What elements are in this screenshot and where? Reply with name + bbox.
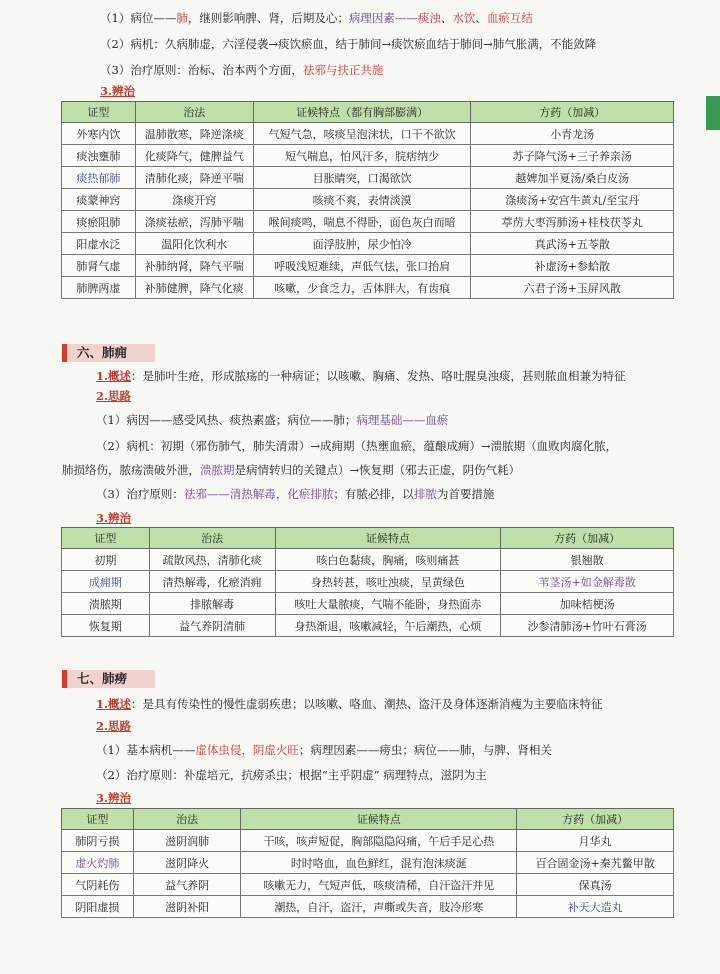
- sec6-line-2: （2）病机：初期（邪伤肺气，肺失清肃）→成痈期（热壅血瘀，蕴酿成痈）→溃脓期（血败肉腐化脓，: [96, 439, 618, 453]
- sec6-line-3: 肺损络伤，脓疡溃破外泄，溃脓期是病情转归的关键点）→恢复期（邪去正虚，阴伤气耗）: [62, 463, 521, 477]
- cell-fangyao: 小青龙汤: [471, 123, 674, 145]
- cell-fangyao: 越婢加半夏汤/桑白皮汤: [471, 167, 674, 189]
- cell-zhenghou: 身热转甚，咳吐浊痰，呈黄绿色: [275, 571, 501, 593]
- sec5-line-3: （3）治疗原则：治标、治本两个方面，祛邪与扶正共施: [100, 63, 384, 77]
- cell-zhengxing: 痰瘀阻肺: [62, 211, 136, 233]
- th-fangyao: 方药（加减）: [517, 809, 674, 830]
- cell-zhifa: 涤痰祛瘀，泻肺平喘: [135, 211, 253, 233]
- cell-zhengxing: 肺阴亏损: [62, 830, 134, 852]
- cell-zhengxing: 成痈期: [62, 571, 150, 593]
- cell-fangyao: 补虚汤+参蛤散: [471, 255, 674, 277]
- cell-zhengxing: 初期: [62, 549, 150, 571]
- cell-zhifa: 化痰降气，健脾益气: [135, 145, 253, 167]
- cell-zhengxing: 阴阳虚损: [62, 896, 134, 918]
- cell-zhifa: 滋阴润肺: [133, 830, 241, 852]
- cell-zhengxing: 气阴耗伤: [62, 874, 134, 896]
- cell-zhenghou: 咳白色黏痰，胸痛，咳则痛甚: [275, 549, 501, 571]
- table-header-row: [62, 102, 674, 123]
- th-zhenghou: 证候特点: [275, 528, 501, 549]
- table-header-row: [62, 809, 674, 830]
- table-row: [62, 255, 674, 277]
- cell-zhifa: 排脓解毒: [149, 593, 275, 615]
- cell-zhifa: 滋阴补阳: [133, 896, 241, 918]
- cell-zhenghou: 干咳，咳声短促，胸部隐隐闷痛，午后手足心热: [241, 830, 517, 852]
- cell-fangyao: 百合固金汤+秦艽鳖甲散: [517, 852, 674, 874]
- cell-fangyao: 苏子降气汤+三子养亲汤: [471, 145, 674, 167]
- cell-zhifa: 清热解毒，化瘀消痈: [149, 571, 275, 593]
- cell-zhengxing: 恢复期: [62, 615, 150, 637]
- cell-zhenghou: 短气喘息，怕风汗多，脘痞纳少: [253, 145, 471, 167]
- table-header-row: [62, 528, 674, 549]
- sec5-line-2: （2）病机：久病肺虚，六淫侵袭→痰饮瘀血，结于肺间→痰饮瘀血结于肺间→肺气胀满，不能敛降: [100, 37, 597, 51]
- cell-zhenghou: 呼吸浅短难续，声低气怯，张口抬肩: [253, 255, 471, 277]
- cell-fangyao: 月华丸: [517, 830, 674, 852]
- cell-zhenghou: 咳嗽无力，气短声低，咳痰清稀，自汗盗汗并见: [241, 874, 517, 896]
- sec6-line-4: （3）治疗原则：祛邪——清热解毒，化瘀排脓；有脓必排，以排脓为首要措施: [96, 487, 495, 501]
- cell-zhenghou: 咳吐大量脓痰，气喘不能卧，身热面赤: [275, 593, 501, 615]
- cell-zhifa: 补肺纳肾，降气平喘: [135, 255, 253, 277]
- cell-fangyao: 真武汤+五苓散: [471, 233, 674, 255]
- cell-fangyao: 沙参清肺汤+竹叶石膏汤: [501, 615, 674, 637]
- sec5-bianzhi-heading: 3.辨治: [100, 84, 136, 98]
- cell-fangyao: 补天大造丸: [517, 896, 674, 918]
- cell-zhengxing: 痰浊壅肺: [62, 145, 136, 167]
- table-row: [62, 189, 674, 211]
- sec5-line-1: （1）病位——肺，继则影响脾、肾，后期及心；病理因素——痰浊、水饮、血瘀互结: [100, 11, 533, 25]
- th-zhifa: 治法: [135, 102, 253, 123]
- cell-zhenghou: 目胀睛突，口渴欲饮: [253, 167, 471, 189]
- th-zhenghou: 证候特点: [241, 809, 517, 830]
- cell-zhengxing: 阳虚水泛: [62, 233, 136, 255]
- table-row: [62, 549, 674, 571]
- cell-zhengxing: 肺肾气虚: [62, 255, 136, 277]
- table-row: [62, 615, 674, 637]
- table-row: [62, 233, 674, 255]
- table-row: [62, 896, 674, 918]
- table-row: [62, 874, 674, 896]
- sec6-title: 六、肺痈: [62, 344, 155, 362]
- cell-zhenghou: 潮热，自汗，盗汗，声嘶或失音，肢冷形寒: [241, 896, 517, 918]
- sec7-silu-heading: 2.思路: [96, 719, 132, 733]
- cell-fangyao: 涤痰汤+安宫牛黄丸/至宝丹: [471, 189, 674, 211]
- th-fangyao: 方药（加减）: [471, 102, 674, 123]
- cell-zhifa: 滋阴降火: [133, 852, 241, 874]
- cell-zhengxing: 痰热郁肺: [62, 167, 136, 189]
- cell-zhenghou: 咳痰不爽，表情淡漠: [253, 189, 471, 211]
- cell-zhifa: 清肺化痰，降逆平喘: [135, 167, 253, 189]
- sec6-table: [61, 527, 674, 637]
- sec6-line-1: （1）病因——感受风热、痰热素盛；病位——肺；病理基础——血瘀: [96, 413, 449, 427]
- th-zhengxing: 证型: [62, 102, 136, 123]
- cell-zhengxing: 溃脓期: [62, 593, 150, 615]
- sec7-table: [61, 808, 674, 918]
- cell-zhengxing: 外寒内饮: [62, 123, 136, 145]
- cell-zhifa: 温阳化饮利水: [135, 233, 253, 255]
- table-row: [62, 123, 674, 145]
- th-fangyao: 方药（加减）: [501, 528, 674, 549]
- table-row: [62, 852, 674, 874]
- th-zhenghou: 证候特点（都有胸部膨满）: [253, 102, 471, 123]
- cell-zhifa: 涤痰开窍: [135, 189, 253, 211]
- cell-zhenghou: 时时咯血，血色鲜红，混有泡沫痰涎: [241, 852, 517, 874]
- table-row: [62, 145, 674, 167]
- cell-zhenghou: 喉间痰鸣，喘息不得卧，面色灰白而暗: [253, 211, 471, 233]
- table-row: [62, 211, 674, 233]
- cell-fangyao: 苇茎汤+如金解毒散: [501, 571, 674, 593]
- th-zhifa: 治法: [133, 809, 241, 830]
- cell-fangyao: 保真汤: [517, 874, 674, 896]
- cell-zhenghou: 身热渐退，咳嗽减轻，午后潮热，心烦: [275, 615, 501, 637]
- table-row: [62, 830, 674, 852]
- cell-zhengxing: 肺脾两虚: [62, 277, 136, 299]
- cell-fangyao: 加味桔梗汤: [501, 593, 674, 615]
- cell-zhifa: 疏散风热，清肺化痰: [149, 549, 275, 571]
- cell-zhifa: 益气养阴: [133, 874, 241, 896]
- th-zhengxing: 证型: [62, 809, 134, 830]
- cell-zhenghou: 面浮肢肿，尿少怕冷: [253, 233, 471, 255]
- sec7-overview: 1.概述：是具有传染性的慢性虚弱疾患；以咳嗽、咯血、潮热、盗汗及身体逐渐消瘦为主要临床特征: [96, 697, 603, 711]
- table-row: [62, 593, 674, 615]
- cell-zhenghou: 咳嗽，少食乏力，舌体胖大，有齿痕: [253, 277, 471, 299]
- cell-fangyao: 六君子汤+玉屏风散: [471, 277, 674, 299]
- side-tab-marker: [706, 96, 720, 130]
- cell-zhifa: 益气养阴清肺: [149, 615, 275, 637]
- cell-zhengxing: 痰蒙神窍: [62, 189, 136, 211]
- th-zhengxing: 证型: [62, 528, 150, 549]
- sec6-silu-heading: 2.思路: [96, 389, 132, 403]
- sec7-line-2: （2）治疗原则：补虚培元，抗痨杀虫；根据“主乎阴虚” 病理特点，滋阴为主: [96, 768, 487, 782]
- cell-fangyao: 葶苈大枣泻肺汤+桂枝茯苓丸: [471, 211, 674, 233]
- cell-zhenghou: 气短气急，咳痰呈泡沫状，口干不欲饮: [253, 123, 471, 145]
- cell-zhifa: 温肺散寒，降逆涤痰: [135, 123, 253, 145]
- sec7-bianzhi-heading: 3.辨治: [96, 791, 132, 805]
- cell-zhifa: 补肺健脾，降气化痰: [135, 277, 253, 299]
- table-row: [62, 277, 674, 299]
- cell-zhengxing: 虚火灼肺: [62, 852, 134, 874]
- sec7-line-1: （1）基本病机——虚体虫侵，阴虚火旺；病理因素——痨虫；病位——肺，与脾、肾相关: [96, 743, 552, 757]
- cell-fangyao: 银翘散: [501, 549, 674, 571]
- table-row: [62, 167, 674, 189]
- sec7-title: 七、肺痨: [62, 670, 155, 688]
- sec6-overview: 1.概述：是肺叶生疮，形成脓疡的一种病证；以咳嗽、胸痛、发热、咯吐腥臭浊痰，甚则脓血相兼为特征: [96, 369, 626, 383]
- th-zhifa: 治法: [149, 528, 275, 549]
- table-row: [62, 571, 674, 593]
- sec5-table: [61, 101, 674, 299]
- sec6-bianzhi-heading: 3.辨治: [96, 511, 132, 525]
